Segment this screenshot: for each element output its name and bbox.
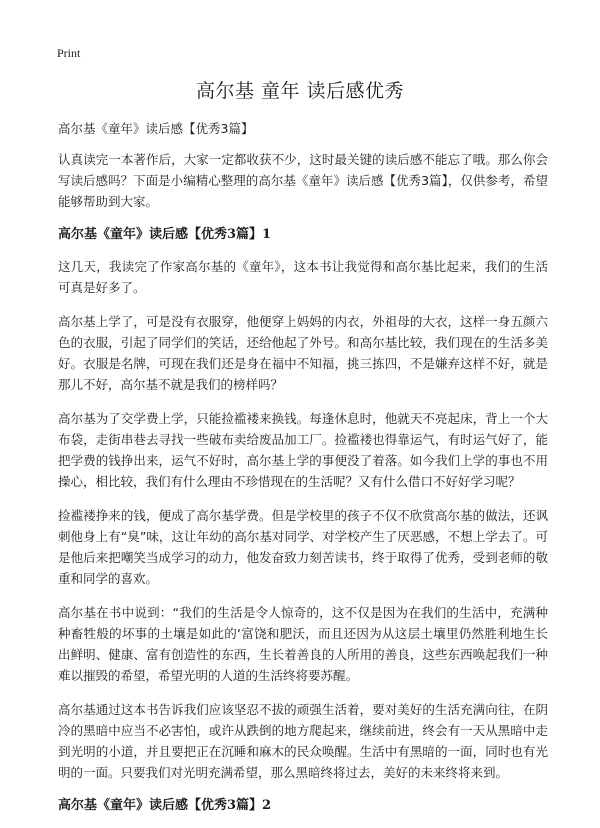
page-title: 高尔基 童年 读后感优秀 bbox=[195, 80, 405, 102]
article-subtitle: 高尔基《童年》读后感【优秀3篇】 bbox=[58, 121, 254, 136]
section-heading-1: 高尔基《童年》读后感【优秀3篇】1 bbox=[58, 227, 272, 242]
section-1-paragraph-5: 高尔基在书中说到：“我们的生活是令人惊奇的，这不仅是因为在我们的生活中，充满种种畜牲般的坏事的土壤是如此的‘富饶和肥沃，而且还因为从这层土壤里仍然胜利地生长出鲜明、健康、富有创造性的东西，生长着善良的人所用的善良，这些东西唤起我们一种难以摧毁的希望，希望光明的人道的生活终将要苏醒。 bbox=[58, 605, 548, 683]
section-1-paragraph-3: 高尔基为了交学费上学，只能捡褴褛来换钱。每逢休息时，他就天不亮起床，背上一个大布袋，走街串巷去寻找一些破布卖给废品加工厂。捡褴褛也得靠运气，有时运气好了，能把学费的钱挣出来，运气不好时，高尔基上学的事便没了着落。如今我们上学的事也不用操心，相比较，我们有什么理由不珍惜现在的生活呢？又有什么借口不好好学习呢？ bbox=[58, 411, 548, 489]
article-body bbox=[58, 120, 548, 827]
section-1-paragraph-2: 高尔基上学了，可是没有衣服穿，他便穿上妈妈的内衣，外祖母的大衣，这样一身五颜六色的衣服，引起了同学们的笑话，还给他起了外号。和高尔基比较，我们现在的生活多美好。衣服是名牌，可现在我们还是身在福中不知福，挑三拣四，不是嫌弃这样不好，就是那儿不好，高尔基不就是我们的榜样吗？ bbox=[58, 314, 548, 392]
section-1-paragraph-4: 捡褴褛挣来的钱，便成了高尔基学费。但是学校里的孩子不仅不欣赏高尔基的做法，还讽刺他身上有“臭”味，这让年幼的高尔基对同学、对学校产生了厌恶感，不想上学去了。可是他后来把嘲笑当成学习的动力，他发奋致力刻苦读书，终于取得了优秀，受到老师的敬重和同学的喜欢。 bbox=[58, 508, 548, 586]
section-1-paragraph-1: 这几天，我读完了作家高尔基的《童年》，这本书让我觉得和高尔基比起来，我们的生活可真是好多了。 bbox=[58, 259, 548, 295]
intro-paragraph: 认真读完一本著作后，大家一定都收获不少，这时最关键的读后感不能忘了哦。那么你会写读后感吗？下面是小编精心整理的高尔基《童年》读后感【优秀3篇】，仅供参考，希望能够帮助到大家。 bbox=[58, 152, 548, 209]
section-heading-2: 高尔基《童年》读后感【优秀3篇】2 bbox=[58, 798, 272, 813]
section-1-paragraph-6: 高尔基通过这本书告诉我们应该坚忍不拔的顽强生活着，要对美好的生活充满向往，在阴冷的黑暗中应当不必害怕，或许从跌倒的地方爬起来，继续前进，终会有一天从黑暗中走到光明的小道，并且要把正在沉睡和麻木的民众唤醒。生活中有黑暗的一面，同时也有光明的一面。只要我们对光明充满希望，那么黑暗终将过去，美好的未来终将来到。 bbox=[58, 702, 548, 780]
print-link[interactable]: Print bbox=[57, 46, 81, 60]
